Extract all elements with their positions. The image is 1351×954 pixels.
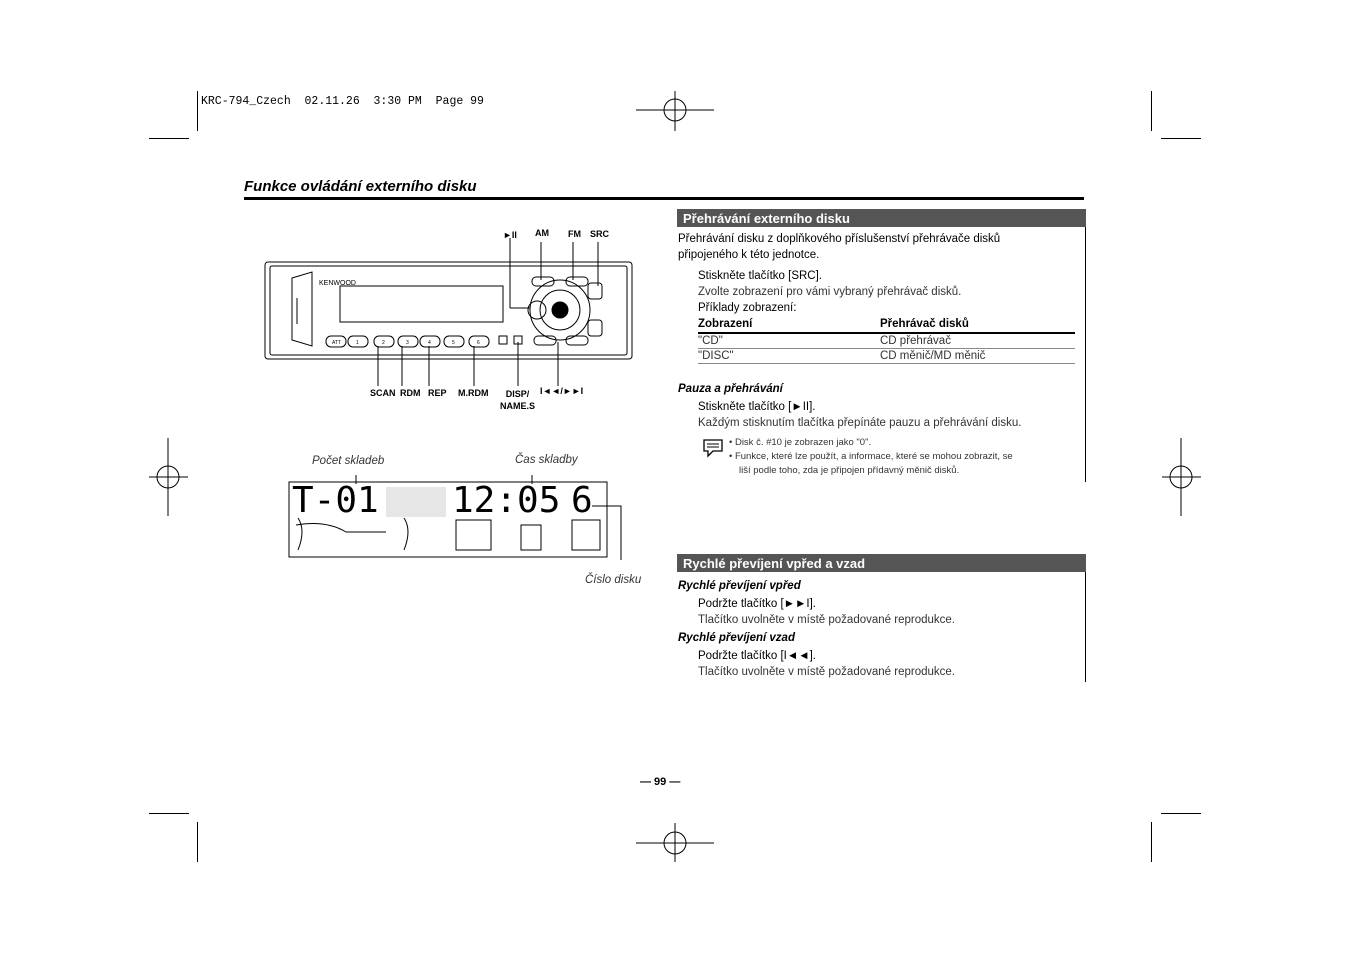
label-rep: REP xyxy=(428,388,447,398)
label-src: SRC xyxy=(590,229,610,239)
page-number: — 99 — xyxy=(640,776,681,788)
section2-rule xyxy=(1085,572,1086,682)
label-fm: FM xyxy=(568,229,581,239)
svg-text:5: 5 xyxy=(452,340,455,346)
rev-detail: Tlačítko uvolněte v místě požadované reprodukce. xyxy=(698,666,955,678)
caption-tracks: Počet skladeb xyxy=(312,455,385,467)
section1-rule xyxy=(1085,227,1086,482)
note-1: • Disk č. #10 je zobrazen jako "0". xyxy=(729,437,872,448)
fwd-detail: Tlačítko uvolněte v místě požadované reprodukce. xyxy=(698,614,955,626)
head-unit-diagram xyxy=(262,228,642,418)
table-cell: "DISC" xyxy=(698,349,880,364)
fwd-heading: Rychlé převíjení vpřed xyxy=(678,580,801,592)
note-2a: • Funkce, které lze použít, a informace, které se mohou zobrazit, se xyxy=(729,451,1013,462)
pause-step: Stiskněte tlačítko [►II]. xyxy=(698,401,816,413)
pause-detail: Každým stisknutím tlačítka přepínáte pauzu a přehrávání disku. xyxy=(698,417,1022,429)
svg-text:1: 1 xyxy=(356,340,359,346)
rev-heading: Rychlé převíjení vzad xyxy=(678,632,795,644)
svg-text:3: 3 xyxy=(406,340,409,346)
section1-step: Stiskněte tlačítko [SRC]. xyxy=(698,270,822,282)
table-cell: CD měnič/MD měnič xyxy=(880,349,1075,364)
label-mrdm: M.RDM xyxy=(458,388,489,398)
print-header: KRC-794_Czech 02.11.26 3:30 PM Page 99 xyxy=(201,95,484,108)
label-rdm: RDM xyxy=(400,388,421,398)
table-row xyxy=(698,349,1075,364)
fwd-step: Podržte tlačítko [►►I]. xyxy=(698,598,816,610)
section1-intro: Přehrávání disku z doplňkového příslušenství přehrávače disků připojeného k této jednotce. xyxy=(678,233,1001,261)
rev-step: Podržte tlačítko [I◄◄]. xyxy=(698,650,816,662)
section1-step-detail: Zvolte zobrazení pro vámi vybraný přehrávač disků. xyxy=(698,286,962,298)
label-seek: I◄◄/►►I xyxy=(540,386,584,396)
title-rule xyxy=(244,197,1084,200)
page-title: Funkce ovládání externího disku xyxy=(244,178,477,195)
section1-examples: Příklady zobrazení: xyxy=(698,302,797,314)
svg-text:2: 2 xyxy=(382,340,385,346)
label-play-pause: ►II xyxy=(503,230,517,240)
section1-heading: Přehrávání externího disku xyxy=(677,209,1086,227)
display-track-text: T-01 xyxy=(292,480,379,521)
section2-heading: Rychlé převíjení vpřed a vzad xyxy=(677,554,1086,572)
caption-disc: Číslo disku xyxy=(585,574,642,586)
note-icon xyxy=(701,437,725,459)
pause-heading: Pauza a přehrávání xyxy=(678,383,783,395)
label-disp-names: DISP/ NAME.S xyxy=(500,389,536,411)
svg-text:ATT: ATT xyxy=(332,340,342,346)
svg-text:4: 4 xyxy=(428,340,431,346)
svg-text:6: 6 xyxy=(477,340,480,346)
table-cell: "CD" xyxy=(698,333,880,349)
label-scan: SCAN xyxy=(370,388,396,398)
label-am: AM xyxy=(535,228,549,238)
table-header: Zobrazení xyxy=(698,317,880,333)
svg-text:KENWOOD: KENWOOD xyxy=(319,280,356,287)
note-2b: liší podle toho, zda je připojen přídavný měnič disků. xyxy=(739,465,960,476)
table-header: Přehrávač disků xyxy=(880,317,1075,333)
table-cell: CD přehrávač xyxy=(880,333,1075,349)
display-disc-text: 6 xyxy=(571,480,593,521)
display-time-text: 12:05 xyxy=(452,480,561,521)
table-row xyxy=(698,333,1075,349)
display-table xyxy=(698,317,1075,364)
display-diagram xyxy=(286,470,626,560)
caption-time: Čas skladby xyxy=(515,454,578,466)
